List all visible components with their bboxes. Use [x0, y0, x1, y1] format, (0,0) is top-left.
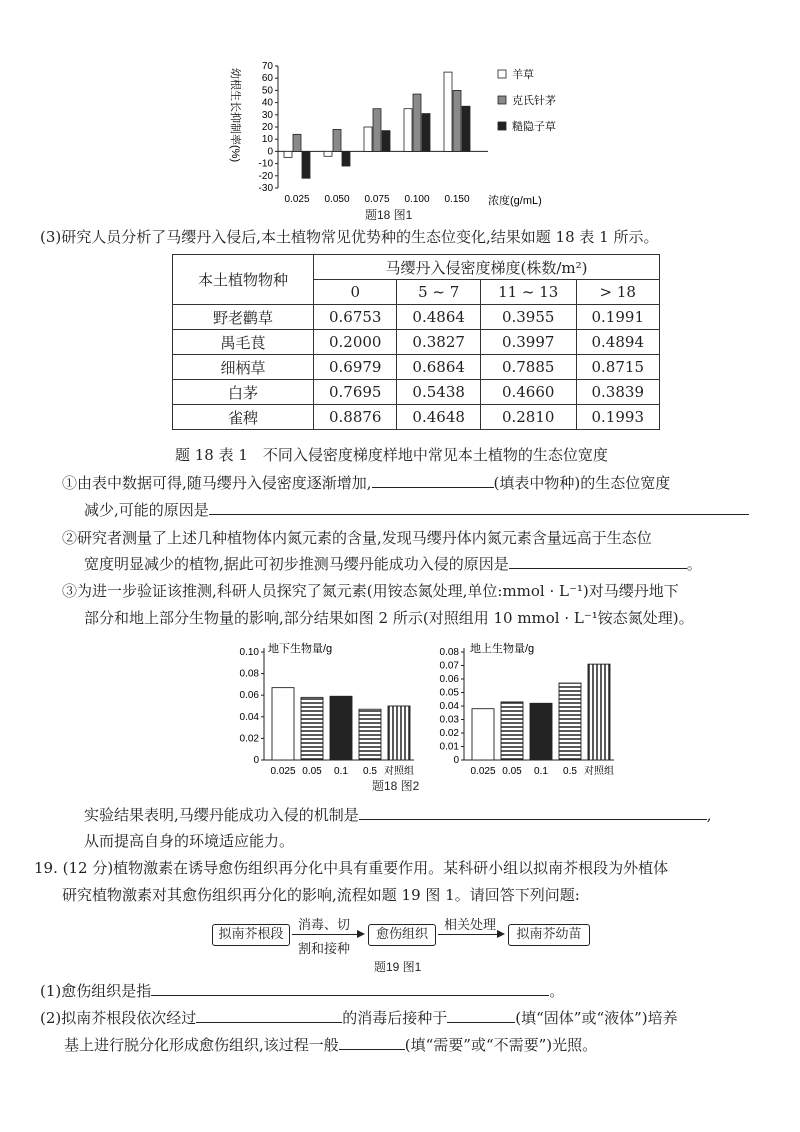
table1-cell: 0.3839 — [576, 380, 660, 405]
q19-p2-text-a: (2)拟南芥根段依次经过 — [40, 1009, 197, 1027]
table1-species: 白茅 — [173, 380, 314, 405]
arrow-head-icon — [497, 930, 505, 938]
figure2-right-bar — [530, 703, 552, 760]
figure1-bar — [413, 94, 421, 151]
q19-p1 — [40, 980, 564, 1002]
figure2-left-bar — [359, 709, 381, 760]
figure2-left-title: 地下生物量/g — [268, 643, 333, 655]
figure2-right-y-tick-label: 0.05 — [439, 687, 459, 699]
table1-cell: 0.8715 — [576, 355, 660, 380]
figure1-x-tick-label: 0.150 — [444, 194, 470, 205]
table1-cell: 0.6753 — [314, 305, 397, 330]
figure1-y-tick-label: 20 — [261, 122, 273, 133]
figure1-bar — [284, 151, 292, 157]
figure2-left-x-tick-label: 对照组 — [384, 766, 414, 777]
table1 — [172, 254, 660, 430]
figure2-left-x-tick-label: 0.5 — [363, 766, 377, 777]
table1-cell: 0.5438 — [397, 380, 480, 405]
figure1-bar — [302, 151, 310, 178]
flow-box-root: 拟南芥根段 — [212, 924, 290, 946]
flow-arrow2 — [438, 934, 500, 935]
q19-p2-text-b: 的消毒后接种于 — [342, 1009, 448, 1027]
figure2-left-y-tick-label: 0.04 — [239, 711, 259, 723]
table-row — [173, 305, 660, 330]
figure1-bar — [333, 129, 341, 151]
q3-3-line1: ③为进一步验证该推测,科研人员探究了氮元素(用铵态氮处理,单位:mmol · L⁻¹)对马缨丹地下 — [62, 582, 679, 600]
figure1-bar — [404, 109, 412, 152]
arrow-head-icon — [357, 930, 365, 938]
q19-p2-text-c: (填“固体”或“液体”)培养 — [515, 1009, 678, 1027]
figure2-right-bar — [501, 702, 523, 760]
answer-blank[interactable] — [151, 981, 549, 996]
table1-cell: 0.1993 — [576, 405, 660, 430]
figure2-left-bar — [330, 696, 352, 760]
figure1-caption: 题18 图1 — [365, 208, 413, 222]
table-row — [173, 405, 660, 430]
flow-box-seedling: 拟南芥幼苗 — [508, 924, 590, 946]
q19-p1-label: (1)愈伤组织是指 — [40, 982, 152, 1000]
conclusion-text: 实验结果表明,马缨丹能成功入侵的机制是 — [84, 806, 359, 824]
figure1-x-tick-label: 0.100 — [404, 194, 430, 205]
table1-caption: 题 18 表 1 不同入侵密度梯度样地中常见本土植物的生态位宽度 — [175, 446, 608, 464]
table1-cell: 0.8876 — [314, 405, 397, 430]
table1-col-header: 5 ~ 7 — [397, 280, 480, 305]
table1-col-header: 11 ~ 13 — [480, 280, 576, 305]
table1-cell: 0.7885 — [480, 355, 576, 380]
table1-cell: 0.6864 — [397, 355, 480, 380]
figure2-left-bar — [301, 697, 323, 760]
q3-1-line2 — [84, 499, 749, 521]
q3-2-text: 宽度明显减少的植物,据此可初步推测马缨丹能成功入侵的原因是 — [84, 555, 509, 573]
figure2-left-x-tick-label: 0.025 — [270, 766, 296, 777]
flow-arrow1 — [292, 934, 360, 935]
q19-p2-line2 — [64, 1034, 597, 1056]
table1-header-group: 马缨丹入侵密度梯度(株数/m²) — [314, 255, 660, 280]
figure1-y-tick-label: 70 — [261, 61, 273, 72]
figure1-chart — [220, 58, 600, 208]
figure2-left-y-tick-label: 0.02 — [239, 733, 259, 745]
figure2-left-y-tick-label: 0.10 — [239, 647, 259, 658]
figure2-right-x-tick-label: 0.025 — [470, 766, 496, 777]
table1-species: 雀稗 — [173, 405, 314, 430]
figure2-left-y-tick-label: 0.06 — [239, 690, 259, 702]
figure2-caption: 题18 图2 — [372, 779, 420, 793]
flow-arrow1-bottom: 割和接种 — [298, 942, 351, 957]
table1-cell: 0.6979 — [314, 355, 397, 380]
figure2-right-y-tick-label: 0.06 — [439, 674, 459, 685]
figure2-right-y-tick-label: 0.04 — [439, 701, 459, 712]
figure1-x-tick-label: 0.025 — [284, 194, 310, 205]
figure1-y-tick-label: 30 — [261, 109, 273, 121]
conclusion-comma: , — [706, 806, 712, 824]
figure2-left-y-tick-label: 0.08 — [239, 668, 259, 680]
figure1-bar — [462, 106, 470, 151]
answer-blank[interactable] — [447, 1008, 515, 1023]
figure1-y-tick-label: 0 — [267, 146, 273, 158]
table1-cell: 0.4648 — [397, 405, 480, 430]
answer-blank[interactable] — [509, 554, 687, 569]
table1-species: 禺毛茛 — [173, 330, 314, 355]
table1-cell: 0.2810 — [480, 405, 576, 430]
figure2-right-bar — [588, 664, 610, 760]
figure2-left-y-tick-label: 0 — [253, 755, 259, 766]
flow-arrow2-top: 相关处理 — [444, 918, 497, 933]
figure2-right-x-tick-label: 0.1 — [534, 766, 548, 777]
answer-blank[interactable] — [209, 500, 749, 515]
table1-cell: 0.1991 — [576, 305, 660, 330]
q3-1-text-b: (填表中物种)的生态位宽度 — [493, 474, 671, 492]
q3-1-text-a: ①由表中数据可得,随马缨丹入侵密度逐渐增加, — [62, 474, 372, 492]
figure2-chart — [228, 638, 628, 778]
figure1-bar — [324, 151, 332, 156]
flow-box-callus: 愈伤组织 — [368, 924, 436, 946]
table1-species: 野老鹳草 — [173, 305, 314, 330]
q3-2-line2: 宽度明显减少的植物,据此可初步推测马缨丹能成功入侵的原因是 。 — [84, 555, 702, 573]
figure1-legend-label: 羊草 — [512, 69, 534, 81]
figure2-left-x-tick-label: 0.1 — [334, 766, 348, 777]
table1-species: 细柄草 — [173, 355, 314, 380]
flow-arrow1-top: 消毒、切 — [298, 918, 351, 933]
figure2-left-bar — [272, 688, 294, 760]
table1-cell: 0.4864 — [397, 305, 480, 330]
figure1-bar — [364, 127, 372, 151]
figure1-x-unit-label: 浓度(g/mL) — [488, 195, 542, 207]
figure1-y-tick-label: 50 — [261, 85, 273, 97]
figure1-bar — [373, 109, 381, 152]
figure1-bar — [342, 151, 350, 166]
figure1-bar — [382, 131, 390, 152]
answer-blank[interactable] — [372, 473, 494, 488]
q19-p2-text-e: (填“需要”或“不需要”)光照。 — [404, 1036, 598, 1054]
figure2-right-y-tick-label: 0.02 — [439, 728, 459, 739]
figure2-right-x-tick-label: 0.5 — [563, 766, 577, 777]
figure1-legend-swatch — [498, 122, 506, 130]
figure2-right-y-tick-label: 0.03 — [439, 714, 459, 726]
conclusion-line1 — [84, 804, 712, 826]
table-row — [173, 355, 660, 380]
q19-line1: 19. (12 分)植物激素在诱导愈伤组织再分化中具有重要作用。某科研小组以拟南芥根段为外植体 — [34, 859, 669, 877]
figure2-right-bar — [559, 683, 581, 760]
figure1-y-tick-label: -10 — [258, 158, 273, 170]
q3-1-line1 — [62, 472, 670, 494]
figure1-y-label: 幼根生长抑制率(%) — [229, 68, 241, 163]
q3-intro: (3)研究人员分析了马缨丹入侵后,本土植物常见优势种的生态位变化,结果如题 18 表 1 所示。 — [40, 228, 659, 246]
figure1-legend-swatch — [498, 70, 506, 78]
figure1-y-tick-label: 10 — [261, 134, 273, 146]
answer-blank[interactable] — [339, 1035, 405, 1050]
q3-2-line1: ②研究者测量了上述几种植物体内氮元素的含量,发现马缨丹体内氮元素含量远高于生态位 — [62, 529, 652, 547]
figure1-bar — [293, 134, 301, 151]
figure1-y-tick-label: 40 — [261, 97, 273, 109]
q3-3-line2: 部分和地上部分生物量的影响,部分结果如图 2 所示(对照组用 10 mmol · L⁻¹铵态氮处理)。 — [84, 609, 694, 627]
figure1-legend-label: 糙隐子草 — [512, 121, 556, 133]
figure2-right-x-tick-label: 对照组 — [584, 766, 614, 777]
figure1-bar — [453, 90, 461, 151]
figure1-legend-swatch — [498, 96, 506, 104]
figure1-y-tick-label: 60 — [261, 73, 273, 85]
q19-fig-caption: 题19 图1 — [374, 960, 422, 974]
q19-p2-text-d: 基上进行脱分化形成愈伤组织,该过程一般 — [64, 1036, 339, 1054]
figure2-right-y-tick-label: 0.08 — [439, 647, 459, 658]
table1-col-header: 0 — [314, 280, 397, 305]
figure1-legend-label: 克氏针茅 — [512, 95, 556, 107]
table1-col-header: > 18 — [576, 280, 660, 305]
answer-blank[interactable] — [196, 1008, 342, 1023]
conclusion-line2: 从而提高自身的环境适应能力。 — [84, 832, 295, 850]
figure1-bar — [444, 72, 452, 151]
figure2-left-bar — [388, 706, 410, 760]
table1-header-species: 本土植物物种 — [173, 255, 314, 305]
figure2-right-y-tick-label: 0.07 — [439, 660, 459, 672]
table1-cell: 0.2000 — [314, 330, 397, 355]
answer-blank[interactable] — [359, 805, 707, 820]
figure1-x-tick-label: 0.075 — [364, 194, 390, 205]
table1-cell: 0.7695 — [314, 380, 397, 405]
table1-cell: 0.3827 — [397, 330, 480, 355]
figure2-left-x-tick-label: 0.05 — [302, 766, 322, 777]
q3-1-text-c: 减少,可能的原因是 — [84, 501, 209, 519]
figure2-right-title: 地上生物量/g — [470, 643, 535, 655]
q19-p1-end: 。 — [549, 982, 565, 1000]
table1-cell: 0.4660 — [480, 380, 576, 405]
q19-p2-line1 — [40, 1007, 678, 1029]
figure1-y-tick-label: -20 — [258, 170, 273, 182]
table1-cell: 0.3955 — [480, 305, 576, 330]
figure2-right-x-tick-label: 0.05 — [502, 766, 522, 777]
figure1-bar — [422, 114, 430, 152]
table1-cell: 0.3997 — [480, 330, 576, 355]
figure2-right-bar — [472, 709, 494, 760]
q19-line2: 研究植物激素对其愈伤组织再分化的影响,流程如题 19 图 1。请回答下列问题: — [62, 886, 580, 904]
figure2-right-y-tick-label: 0 — [453, 755, 459, 766]
figure1-y-tick-label: -30 — [258, 183, 273, 194]
figure1-x-tick-label: 0.050 — [324, 194, 350, 205]
table-row — [173, 330, 660, 355]
figure2-right-y-tick-label: 0.01 — [439, 741, 459, 753]
table1-cell: 0.4894 — [576, 330, 660, 355]
table-row — [173, 380, 660, 405]
